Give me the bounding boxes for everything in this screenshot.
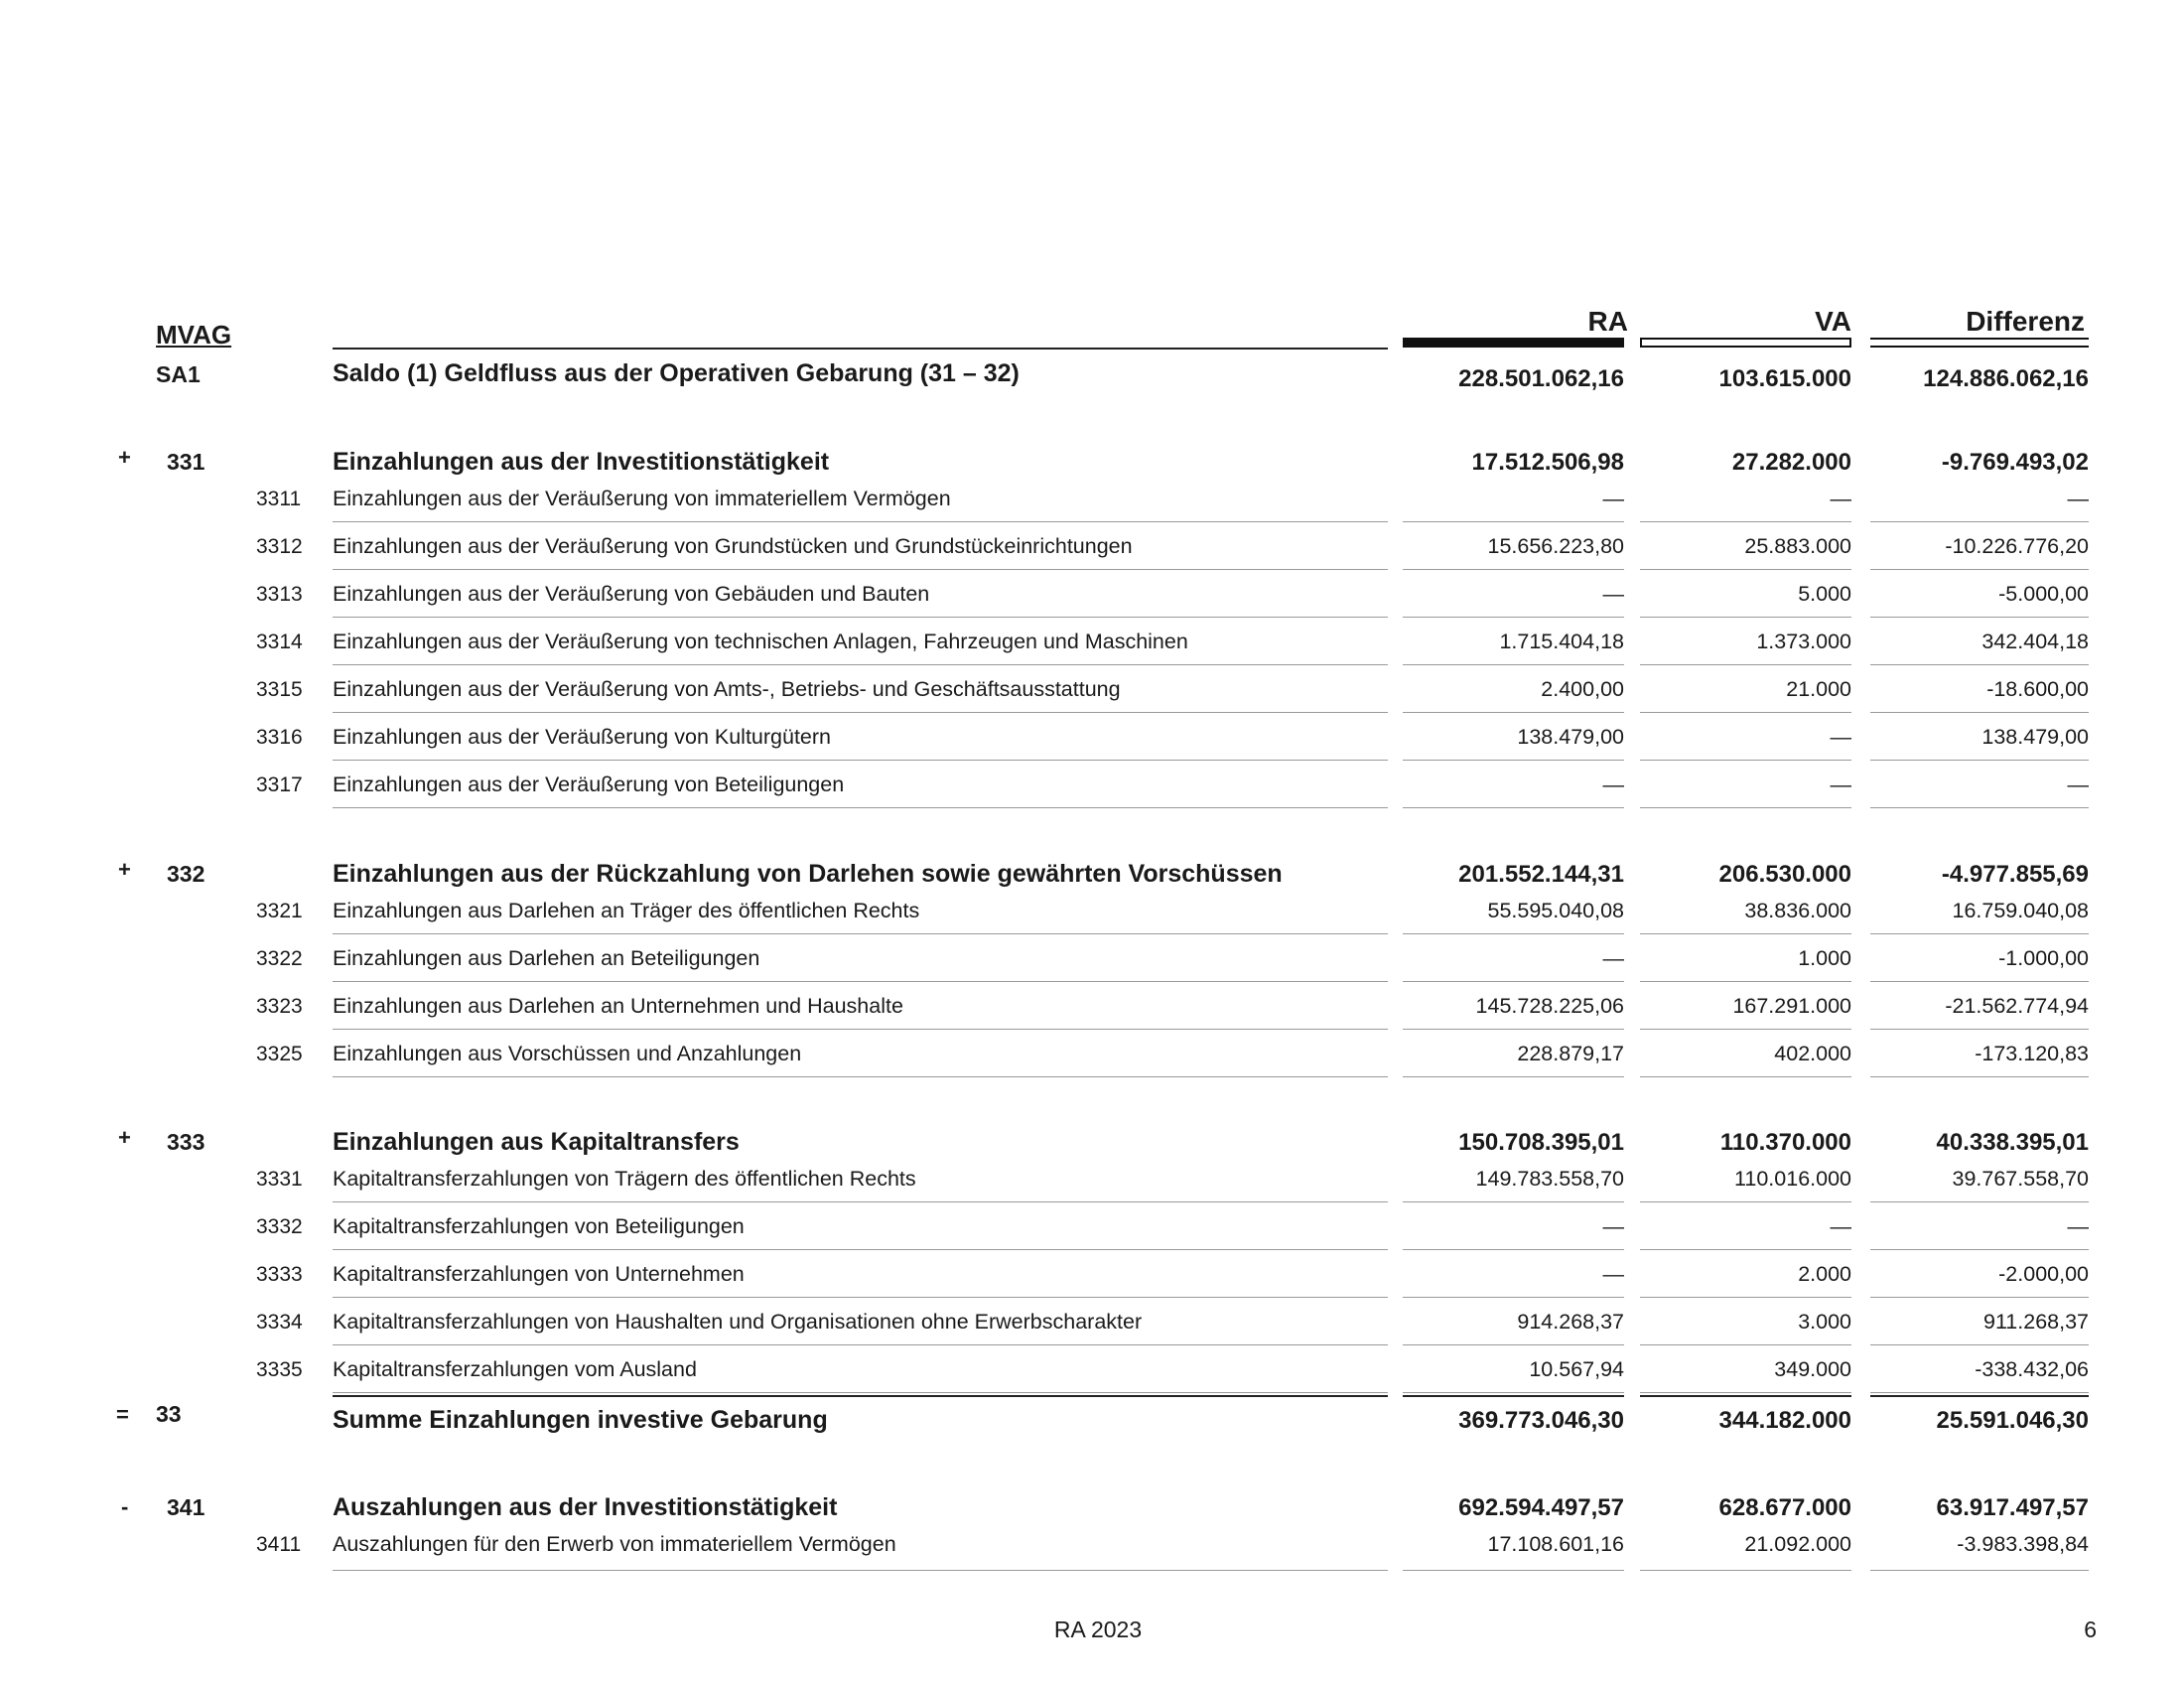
row-differenz: 39.767.558,70 [1952, 1167, 2089, 1191]
row-divider-1 [1403, 1201, 1624, 1202]
row-va: 3.000 [1798, 1310, 1851, 1334]
row-text: Einzahlungen aus der Veräußerung von technischen Anlagen, Fahrzeugen und Maschinen [333, 630, 1188, 653]
row-code: 3334 [256, 1311, 303, 1334]
sum-total-ra: 369.773.046,30 [1458, 1407, 1624, 1434]
row-differenz: — [2067, 487, 2089, 510]
row-code: 3325 [256, 1043, 303, 1065]
row-divider-0 [333, 569, 1388, 570]
row-ra: — [1602, 487, 1624, 510]
row-divider-0 [333, 1029, 1388, 1030]
row-text: Kapitaltransferzahlungen von Unternehmen [333, 1262, 745, 1286]
col-header-ra: RA [1587, 306, 1628, 337]
section-total-differenz: 63.917.497,57 [1936, 1494, 2089, 1521]
row-divider-2 [1640, 1029, 1851, 1030]
row-divider-2 [1640, 1201, 1851, 1202]
section-sign: - [121, 1494, 129, 1519]
row-va: — [1830, 773, 1851, 796]
row-divider-3 [1870, 664, 2089, 665]
row-differenz: 342.404,18 [1981, 630, 2089, 653]
row-code: 3335 [256, 1358, 303, 1381]
row-divider-1 [1403, 981, 1624, 982]
row-ra: 145.728.225,06 [1475, 994, 1624, 1018]
row-ra: — [1602, 1262, 1624, 1286]
row-divider-0 [333, 1249, 1388, 1250]
section-total-ra: 201.552.144,31 [1458, 861, 1624, 888]
col-header-va: VA [1815, 306, 1851, 337]
row-va: 5.000 [1798, 582, 1851, 606]
section-total-va: 628.677.000 [1718, 1494, 1851, 1521]
row-va: — [1830, 487, 1851, 510]
mvag-header: MVAG [156, 320, 232, 350]
section-sign: + [118, 857, 131, 882]
row-text: Kapitaltransferzahlungen vom Ausland [333, 1357, 697, 1381]
saldo-va: 103.615.000 [1718, 365, 1851, 392]
row-divider-3 [1870, 1297, 2089, 1298]
row-code: 3314 [256, 631, 303, 653]
row-ra: 149.783.558,70 [1475, 1167, 1624, 1191]
row-differenz: -2.000,00 [1998, 1262, 2089, 1286]
row-code: 3311 [256, 488, 302, 510]
sum-sign: = [116, 1402, 129, 1427]
sum-divider-2 [1640, 1395, 1851, 1397]
row-divider-0 [333, 617, 1388, 618]
row-divider-1 [1403, 1297, 1624, 1298]
row-differenz: -338.432,06 [1975, 1357, 2089, 1381]
col-header-differenz: Differenz [1966, 306, 2085, 337]
row-divider-3 [1870, 760, 2089, 761]
row-divider-1 [1403, 617, 1624, 618]
row-va: 21.092.000 [1744, 1532, 1851, 1556]
header-rule-text [333, 348, 1388, 350]
row-differenz: -3.983.398,84 [1957, 1532, 2089, 1556]
row-divider-0 [333, 1297, 1388, 1298]
section-code: 331 [167, 449, 205, 475]
sum-total-differenz: 25.591.046,30 [1936, 1407, 2089, 1434]
row-text: Kapitaltransferzahlungen von Beteiligungen [333, 1214, 745, 1238]
row-divider-3 [1870, 933, 2089, 934]
row-text: Einzahlungen aus der Veräußerung von immateriellem Vermögen [333, 487, 951, 510]
row-ra: — [1602, 946, 1624, 970]
section-total-ra: 692.594.497,57 [1458, 1494, 1624, 1521]
sum-divider-3 [1870, 1395, 2089, 1397]
row-text: Auszahlungen für den Erwerb von immateriellem Vermögen [333, 1532, 896, 1556]
section-total-differenz: -9.769.493,02 [1941, 449, 2089, 476]
row-divider-1 [1403, 712, 1624, 713]
row-differenz: — [2067, 773, 2089, 796]
header-rule-differenz-top [1870, 338, 2089, 340]
row-va: 21.000 [1786, 677, 1851, 701]
row-va: 110.016.000 [1734, 1167, 1851, 1191]
row-ra: — [1602, 773, 1624, 796]
row-divider-0 [333, 760, 1388, 761]
row-divider-3 [1870, 1076, 2089, 1077]
row-va: 167.291.000 [1732, 994, 1851, 1018]
row-code: 3317 [256, 774, 303, 796]
row-divider-1 [1403, 1029, 1624, 1030]
sum-divider-1 [1403, 1395, 1624, 1397]
row-divider-1 [1403, 807, 1624, 808]
row-code: 3312 [256, 535, 303, 558]
row-code: 3313 [256, 583, 303, 606]
row-divider-0 [333, 712, 1388, 713]
section-title: Auszahlungen aus der Investitionstätigkeit [333, 1493, 838, 1521]
row-divider-3 [1870, 1344, 2089, 1345]
row-divider-2 [1640, 712, 1851, 713]
row-differenz: -5.000,00 [1998, 582, 2089, 606]
row-divider-2 [1640, 617, 1851, 618]
row-divider-3 [1870, 712, 2089, 713]
section-code: 332 [167, 861, 205, 887]
row-divider-2 [1640, 760, 1851, 761]
row-divider-0 [333, 1570, 1388, 1571]
row-divider-2 [1640, 1392, 1851, 1393]
row-code: 3331 [256, 1168, 303, 1191]
row-divider-2 [1640, 1076, 1851, 1077]
section-code: 333 [167, 1129, 205, 1155]
row-text: Einzahlungen aus der Veräußerung von Kulturgütern [333, 725, 832, 749]
row-text: Einzahlungen aus Darlehen an Beteiligungen [333, 946, 760, 970]
section-total-ra: 150.708.395,01 [1458, 1129, 1624, 1156]
row-text: Einzahlungen aus der Veräußerung von Grundstücken und Grundstückeinrichtungen [333, 534, 1133, 558]
section-total-va: 27.282.000 [1731, 449, 1851, 476]
row-differenz: 911.268,37 [1982, 1310, 2089, 1334]
row-divider-3 [1870, 807, 2089, 808]
row-differenz: -10.226.776,20 [1945, 534, 2089, 558]
row-code: 3333 [256, 1263, 303, 1286]
row-differenz: -18.600,00 [1986, 677, 2089, 701]
row-divider-0 [333, 1392, 1388, 1393]
page-number: 6 [2084, 1617, 2097, 1642]
section-total-ra: 17.512.506,98 [1471, 449, 1624, 476]
row-divider-1 [1403, 1249, 1624, 1250]
row-ra: — [1602, 1214, 1624, 1238]
sum-code: 33 [156, 1401, 182, 1427]
row-divider-1 [1403, 760, 1624, 761]
row-divider-2 [1640, 1344, 1851, 1345]
row-divider-2 [1640, 807, 1851, 808]
row-divider-2 [1640, 981, 1851, 982]
section-sign: + [118, 445, 131, 470]
saldo-differenz: 124.886.062,16 [1923, 365, 2089, 392]
row-text: Einzahlungen aus Darlehen an Unternehmen und Haushalte [333, 994, 903, 1018]
row-ra: 914.268,37 [1517, 1310, 1624, 1334]
row-differenz: — [2067, 1214, 2089, 1238]
row-text: Einzahlungen aus der Veräußerung von Amts-, Betriebs- und Geschäftsausstattung [333, 677, 1121, 701]
row-code: 3315 [256, 678, 303, 701]
row-code: 3323 [256, 995, 303, 1018]
section-total-differenz: -4.977.855,69 [1941, 861, 2089, 888]
row-differenz: 138.479,00 [1981, 725, 2089, 749]
row-divider-1 [1403, 1392, 1624, 1393]
row-divider-1 [1403, 521, 1624, 522]
row-divider-1 [1403, 1570, 1624, 1571]
row-ra: 1.715.404,18 [1499, 630, 1624, 653]
row-text: Einzahlungen aus der Veräußerung von Gebäuden und Bauten [333, 582, 930, 606]
row-divider-0 [333, 807, 1388, 808]
row-text: Einzahlungen aus Vorschüssen und Anzahlungen [333, 1042, 802, 1065]
header-rule-differenz-bottom [1870, 346, 2089, 348]
row-divider-3 [1870, 1570, 2089, 1571]
row-ra: 2.400,00 [1541, 677, 1624, 701]
row-divider-2 [1640, 1249, 1851, 1250]
row-divider-3 [1870, 1201, 2089, 1202]
section-title: Einzahlungen aus der Rückzahlung von Darlehen sowie gewährten Vorschüssen [333, 860, 1283, 888]
row-divider-0 [333, 521, 1388, 522]
row-differenz: -21.562.774,94 [1945, 994, 2089, 1018]
row-divider-2 [1640, 1297, 1851, 1298]
sum-divider-0 [333, 1395, 1388, 1397]
row-va: 2.000 [1798, 1262, 1851, 1286]
row-code: 3321 [256, 900, 303, 922]
row-va: 402.000 [1774, 1042, 1851, 1065]
row-va: 1.000 [1798, 946, 1851, 970]
row-divider-1 [1403, 664, 1624, 665]
row-text: Kapitaltransferzahlungen von Haushalten und Organisationen ohne Erwerbscharakter [333, 1310, 1143, 1334]
row-va: 38.836.000 [1744, 899, 1851, 922]
row-divider-3 [1870, 569, 2089, 570]
row-code: 3332 [256, 1215, 303, 1238]
row-divider-1 [1403, 1076, 1624, 1077]
row-code: 3411 [256, 1533, 302, 1556]
row-divider-1 [1403, 933, 1624, 934]
row-ra: 228.879,17 [1517, 1042, 1624, 1065]
row-ra: 138.479,00 [1517, 725, 1624, 749]
row-text: Einzahlungen aus Darlehen an Träger des öffentlichen Rechts [333, 899, 920, 922]
row-code: 3322 [256, 947, 303, 970]
saldo-text: Saldo (1) Geldfluss aus der Operativen Gebarung (31 – 32) [333, 359, 1020, 387]
section-code: 341 [167, 1494, 205, 1520]
row-divider-0 [333, 1201, 1388, 1202]
row-divider-3 [1870, 1029, 2089, 1030]
row-divider-3 [1870, 617, 2089, 618]
row-divider-0 [333, 664, 1388, 665]
row-va: — [1830, 725, 1851, 749]
row-divider-0 [333, 1344, 1388, 1345]
row-divider-3 [1870, 1392, 2089, 1393]
section-total-differenz: 40.338.395,01 [1936, 1129, 2089, 1156]
row-divider-3 [1870, 981, 2089, 982]
section-title: Einzahlungen aus der Investitionstätigkeit [333, 448, 830, 476]
sum-total-va: 344.182.000 [1718, 1407, 1851, 1434]
row-divider-3 [1870, 521, 2089, 522]
row-va: — [1830, 1214, 1851, 1238]
row-divider-1 [1403, 569, 1624, 570]
section-title: Einzahlungen aus Kapitaltransfers [333, 1128, 740, 1156]
row-text: Kapitaltransferzahlungen von Trägern des öffentlichen Rechts [333, 1167, 916, 1191]
row-divider-2 [1640, 664, 1851, 665]
row-text: Einzahlungen aus der Veräußerung von Beteiligungen [333, 773, 845, 796]
row-divider-3 [1870, 1249, 2089, 1250]
saldo-code: SA1 [156, 361, 201, 387]
row-ra: 55.595.040,08 [1487, 899, 1624, 922]
row-differenz: 16.759.040,08 [1952, 899, 2089, 922]
row-ra: 17.108.601,16 [1487, 1532, 1624, 1556]
row-ra: — [1602, 582, 1624, 606]
section-total-va: 110.370.000 [1719, 1129, 1851, 1156]
row-divider-2 [1640, 521, 1851, 522]
row-differenz: -173.120,83 [1975, 1042, 2089, 1065]
row-divider-1 [1403, 1344, 1624, 1345]
row-divider-2 [1640, 569, 1851, 570]
sum-title: Summe Einzahlungen investive Gebarung [333, 1406, 828, 1434]
header-rule-va [1640, 338, 1851, 348]
row-divider-0 [333, 1076, 1388, 1077]
row-divider-0 [333, 981, 1388, 982]
row-va: 1.373.000 [1756, 630, 1851, 653]
header-rule-ra [1403, 338, 1624, 348]
row-ra: 10.567,94 [1529, 1357, 1624, 1381]
row-ra: 15.656.223,80 [1487, 534, 1624, 558]
row-va: 349.000 [1774, 1357, 1851, 1381]
row-divider-2 [1640, 1570, 1851, 1571]
footer-title: RA 2023 [1053, 1617, 1143, 1642]
row-divider-2 [1640, 933, 1851, 934]
row-va: 25.883.000 [1744, 534, 1851, 558]
row-code: 3316 [256, 726, 303, 749]
row-differenz: -1.000,00 [1998, 946, 2089, 970]
saldo-ra: 228.501.062,16 [1458, 365, 1624, 392]
section-sign: + [118, 1125, 131, 1150]
row-divider-0 [333, 933, 1388, 934]
section-total-va: 206.530.000 [1718, 861, 1851, 888]
